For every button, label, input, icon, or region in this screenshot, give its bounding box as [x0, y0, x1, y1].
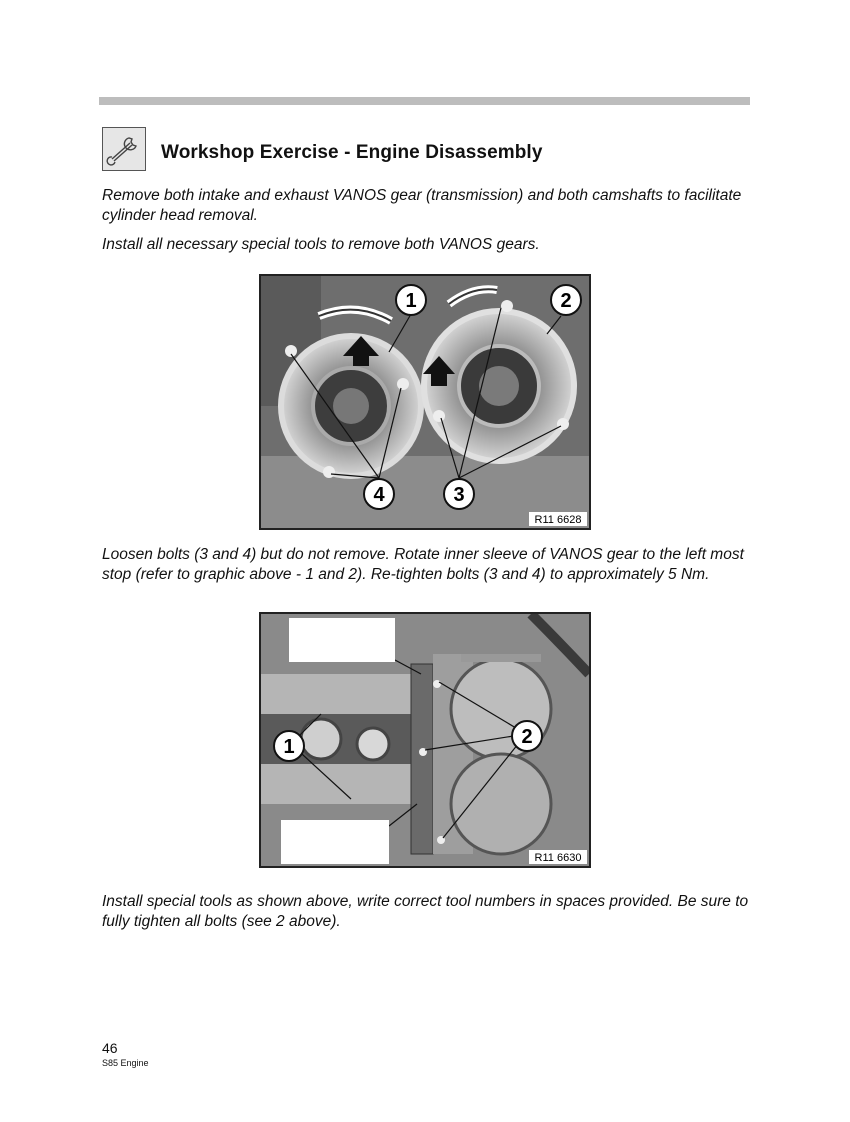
svg-text:4: 4 — [373, 484, 385, 506]
callout-2 — [551, 285, 581, 315]
figure2-ref: R11 6630 — [534, 852, 582, 864]
special-tools-photo — [259, 612, 591, 868]
wrench-icon — [103, 128, 145, 170]
workshop-icon-box — [102, 127, 146, 171]
instruction-install-tools: Install all necessary special tools to remove both VANOS gears. — [102, 236, 540, 253]
figure1-ref: R11 6628 — [534, 514, 582, 526]
callout-1 — [396, 285, 426, 315]
callout-1 — [274, 731, 304, 761]
instruction-remove-vanos: Remove both intake and exhaust VANOS gear (transmission) and both camshafts to facilitate cylinder head removal. — [102, 187, 742, 224]
tool-number-blank-top[interactable] — [289, 618, 395, 662]
tool-number-blank-bottom[interactable] — [281, 820, 389, 864]
top-rule — [99, 97, 750, 105]
instruction-loosen-bolts: Loosen bolts (3 and 4) but do not remove. Rotate inner sleeve of VANOS gear to the left most stop (refer to graphic above - 1 and 2). Re-tighten bolts (3 and 4) to approximately 5 Nm. — [102, 546, 744, 583]
callout-2 — [512, 721, 542, 751]
callout-3 — [444, 479, 474, 509]
svg-text:1: 1 — [283, 736, 295, 758]
svg-text:1: 1 — [405, 290, 417, 312]
svg-text:3: 3 — [453, 484, 465, 506]
svg-text:2: 2 — [521, 726, 533, 748]
page-title: Workshop Exercise - Engine Disassembly — [161, 142, 543, 163]
instruction-install-special-tools: Install special tools as shown above, write correct tool numbers in spaces provided. Be sure to fully tighten all bolts (see 2 above). — [102, 893, 749, 930]
svg-text:2: 2 — [560, 290, 572, 312]
footer-engine-label: S85 Engine — [102, 1058, 149, 1068]
vanos-gears-photo — [259, 274, 591, 530]
callout-4 — [364, 479, 394, 509]
page-number: 46 — [102, 1040, 118, 1056]
